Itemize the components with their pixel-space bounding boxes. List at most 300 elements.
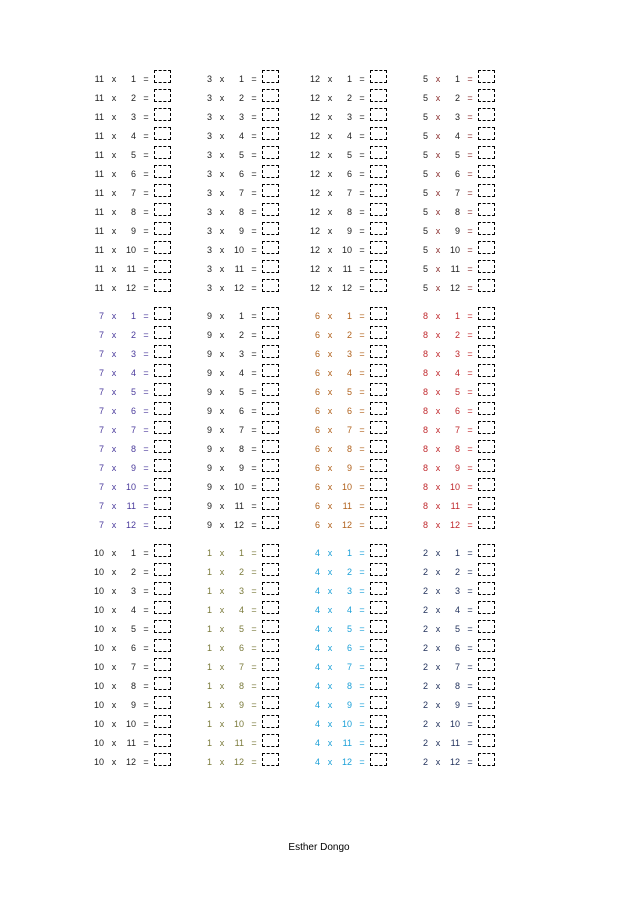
multiply-sign: x: [435, 482, 441, 492]
equation-row: [412, 544, 512, 563]
factor: 2: [422, 700, 428, 710]
answer-box[interactable]: [478, 478, 495, 491]
equals-sign: =: [251, 387, 257, 397]
answer-box[interactable]: [262, 345, 279, 358]
equation-row: [304, 241, 404, 260]
multiplier: 6: [346, 169, 352, 179]
answer-box[interactable]: [478, 734, 495, 747]
answer-box[interactable]: [370, 108, 387, 121]
equation-row: [88, 326, 188, 345]
equals-sign: =: [251, 548, 257, 558]
equals-sign: =: [359, 662, 365, 672]
equals-sign: =: [143, 74, 149, 84]
equation-row: [196, 279, 296, 298]
answer-box[interactable]: [154, 544, 171, 557]
answer-box[interactable]: [478, 440, 495, 453]
answer-box[interactable]: [154, 516, 171, 529]
multiply-sign: x: [219, 444, 225, 454]
equation-row: [304, 421, 404, 440]
equals-sign: =: [359, 681, 365, 691]
answer-box[interactable]: [478, 715, 495, 728]
answer-box[interactable]: [262, 383, 279, 396]
answer-box[interactable]: [478, 639, 495, 652]
answer-box[interactable]: [370, 89, 387, 102]
equals-sign: =: [467, 719, 473, 729]
multiply-sign: x: [111, 264, 117, 274]
times-table-8: [412, 307, 512, 535]
multiply-sign: x: [435, 757, 441, 767]
multiplier: 10: [233, 245, 244, 255]
answer-box[interactable]: [370, 184, 387, 197]
factor: 8: [422, 425, 428, 435]
equation-row: [196, 715, 296, 734]
answer-box[interactable]: [154, 715, 171, 728]
equals-sign: =: [143, 131, 149, 141]
factor: 12: [309, 131, 320, 141]
multiplier: 2: [238, 567, 244, 577]
factor: 2: [422, 757, 428, 767]
answer-box[interactable]: [154, 127, 171, 140]
answer-box[interactable]: [154, 478, 171, 491]
answer-box[interactable]: [370, 544, 387, 557]
multiply-sign: x: [219, 586, 225, 596]
equals-sign: =: [467, 548, 473, 558]
answer-box[interactable]: [478, 658, 495, 671]
equation-row: [196, 165, 296, 184]
answer-box[interactable]: [262, 421, 279, 434]
answer-box[interactable]: [262, 677, 279, 690]
multiply-sign: x: [435, 131, 441, 141]
answer-box[interactable]: [262, 165, 279, 178]
answer-box[interactable]: [262, 734, 279, 747]
answer-box[interactable]: [262, 696, 279, 709]
answer-box[interactable]: [478, 89, 495, 102]
equals-sign: =: [359, 207, 365, 217]
multiply-sign: x: [219, 700, 225, 710]
answer-box[interactable]: [154, 70, 171, 83]
answer-box[interactable]: [154, 734, 171, 747]
multiply-sign: x: [111, 567, 117, 577]
answer-box[interactable]: [154, 146, 171, 159]
factor: 9: [206, 406, 212, 416]
multiplier: 5: [346, 387, 352, 397]
answer-box[interactable]: [262, 658, 279, 671]
equation-row: [412, 421, 512, 440]
answer-box[interactable]: [154, 241, 171, 254]
multiplier: 9: [130, 226, 136, 236]
equation-row: [196, 639, 296, 658]
factor: 7: [98, 501, 104, 511]
answer-box[interactable]: [478, 241, 495, 254]
answer-box[interactable]: [370, 601, 387, 614]
answer-box[interactable]: [478, 677, 495, 690]
answer-box[interactable]: [478, 165, 495, 178]
answer-box[interactable]: [262, 544, 279, 557]
answer-box[interactable]: [262, 715, 279, 728]
factor: 6: [314, 368, 320, 378]
answer-box[interactable]: [262, 563, 279, 576]
answer-box[interactable]: [478, 753, 495, 766]
equals-sign: =: [143, 463, 149, 473]
answer-box[interactable]: [262, 279, 279, 292]
answer-box[interactable]: [370, 203, 387, 216]
answer-box[interactable]: [478, 421, 495, 434]
answer-box[interactable]: [154, 383, 171, 396]
answer-box[interactable]: [154, 165, 171, 178]
answer-box[interactable]: [154, 222, 171, 235]
answer-box[interactable]: [262, 203, 279, 216]
multiplier: 12: [125, 283, 136, 293]
answer-box[interactable]: [262, 146, 279, 159]
answer-box[interactable]: [478, 601, 495, 614]
answer-box[interactable]: [262, 89, 279, 102]
answer-box[interactable]: [262, 582, 279, 595]
equals-sign: =: [359, 283, 365, 293]
equation-row: [412, 203, 512, 222]
answer-box[interactable]: [154, 497, 171, 510]
answer-box[interactable]: [370, 383, 387, 396]
answer-box[interactable]: [154, 753, 171, 766]
author-name: Esther Dongo: [288, 842, 350, 853]
answer-box[interactable]: [262, 753, 279, 766]
factor: 9: [206, 330, 212, 340]
answer-box[interactable]: [370, 421, 387, 434]
multiplier: 1: [346, 74, 352, 84]
factor: 11: [94, 169, 104, 179]
multiply-sign: x: [219, 311, 225, 321]
multiplier: 3: [346, 349, 352, 359]
multiply-sign: x: [327, 482, 333, 492]
answer-box[interactable]: [478, 222, 495, 235]
answer-box[interactable]: [154, 440, 171, 453]
factor: 2: [422, 662, 428, 672]
multiplier: 3: [346, 586, 352, 596]
answer-box[interactable]: [154, 108, 171, 121]
answer-box[interactable]: [154, 402, 171, 415]
times-table-2: [412, 544, 512, 772]
multiplier: 7: [346, 662, 352, 672]
factor: 10: [93, 567, 104, 577]
answer-box[interactable]: [478, 127, 495, 140]
answer-box[interactable]: [370, 516, 387, 529]
factor: 5: [422, 226, 428, 236]
answer-box[interactable]: [370, 402, 387, 415]
answer-box[interactable]: [478, 307, 495, 320]
multiply-sign: x: [111, 387, 117, 397]
multiplier: 9: [454, 700, 460, 710]
answer-box[interactable]: [478, 516, 495, 529]
equals-sign: =: [251, 368, 257, 378]
answer-box[interactable]: [478, 146, 495, 159]
factor: 3: [206, 150, 212, 160]
multiplier: 6: [130, 406, 136, 416]
factor: 8: [422, 330, 428, 340]
multiply-sign: x: [435, 150, 441, 160]
answer-box[interactable]: [262, 601, 279, 614]
factor: 4: [314, 567, 320, 577]
answer-box[interactable]: [478, 696, 495, 709]
answer-box[interactable]: [370, 70, 387, 83]
equation-row: [88, 127, 188, 146]
answer-box[interactable]: [370, 563, 387, 576]
multiplier: 1: [238, 548, 244, 558]
answer-box[interactable]: [478, 326, 495, 339]
factor: 8: [422, 482, 428, 492]
multiply-sign: x: [435, 605, 441, 615]
equation-row: [304, 222, 404, 241]
answer-box[interactable]: [262, 307, 279, 320]
equals-sign: =: [251, 207, 257, 217]
answer-box[interactable]: [370, 364, 387, 377]
answer-box[interactable]: [154, 677, 171, 690]
multiply-sign: x: [435, 207, 441, 217]
answer-box[interactable]: [370, 260, 387, 273]
answer-box[interactable]: [262, 127, 279, 140]
multiply-sign: x: [111, 501, 117, 511]
factor: 10: [93, 700, 104, 710]
answer-box[interactable]: [370, 307, 387, 320]
factor: 1: [206, 643, 212, 653]
answer-box[interactable]: [262, 70, 279, 83]
answer-box[interactable]: [262, 440, 279, 453]
answer-box[interactable]: [478, 620, 495, 633]
factor: 7: [98, 349, 104, 359]
answer-box[interactable]: [370, 241, 387, 254]
answer-box[interactable]: [154, 421, 171, 434]
multiplier: 1: [238, 311, 244, 321]
answer-box[interactable]: [478, 203, 495, 216]
answer-box[interactable]: [154, 459, 171, 472]
factor: 1: [206, 681, 212, 691]
equals-sign: =: [143, 368, 149, 378]
answer-box[interactable]: [262, 478, 279, 491]
equation-row: [304, 753, 404, 772]
equation-row: [412, 478, 512, 497]
factor: 7: [98, 463, 104, 473]
equals-sign: =: [467, 188, 473, 198]
multiplier: 2: [238, 93, 244, 103]
factor: 5: [422, 207, 428, 217]
answer-box[interactable]: [370, 696, 387, 709]
answer-box[interactable]: [370, 620, 387, 633]
equation-row: [88, 279, 188, 298]
answer-box[interactable]: [478, 383, 495, 396]
multiply-sign: x: [435, 520, 441, 530]
answer-box[interactable]: [262, 222, 279, 235]
times-table-7: [88, 307, 188, 535]
answer-box[interactable]: [370, 440, 387, 453]
equation-row: [196, 89, 296, 108]
equals-sign: =: [251, 700, 257, 710]
answer-box[interactable]: [370, 165, 387, 178]
multiplier: 2: [346, 93, 352, 103]
multiplier: 10: [233, 719, 244, 729]
multiply-sign: x: [327, 643, 333, 653]
answer-box[interactable]: [370, 497, 387, 510]
answer-box[interactable]: [370, 459, 387, 472]
equation-row: [88, 563, 188, 582]
answer-box[interactable]: [370, 753, 387, 766]
equation-row: [196, 753, 296, 772]
multiply-sign: x: [111, 406, 117, 416]
answer-box[interactable]: [154, 563, 171, 576]
answer-box[interactable]: [262, 516, 279, 529]
equation-row: [196, 383, 296, 402]
equals-sign: =: [467, 520, 473, 530]
equals-sign: =: [467, 643, 473, 653]
answer-box[interactable]: [262, 260, 279, 273]
multiplier: 8: [454, 444, 460, 454]
answer-box[interactable]: [478, 582, 495, 595]
multiplier: 12: [449, 283, 460, 293]
answer-box[interactable]: [370, 478, 387, 491]
multiplier: 8: [238, 444, 244, 454]
answer-box[interactable]: [154, 307, 171, 320]
answer-box[interactable]: [154, 658, 171, 671]
answer-box[interactable]: [262, 241, 279, 254]
multiply-sign: x: [111, 520, 117, 530]
answer-box[interactable]: [370, 715, 387, 728]
answer-box[interactable]: [154, 364, 171, 377]
answer-box[interactable]: [154, 203, 171, 216]
equals-sign: =: [359, 387, 365, 397]
answer-box[interactable]: [262, 497, 279, 510]
equals-sign: =: [143, 501, 149, 511]
answer-box[interactable]: [478, 184, 495, 197]
answer-box[interactable]: [478, 260, 495, 273]
answer-box[interactable]: [154, 326, 171, 339]
answer-box[interactable]: [154, 184, 171, 197]
equation-row: [88, 108, 188, 127]
equation-row: [304, 165, 404, 184]
equals-sign: =: [143, 586, 149, 596]
equation-row: [196, 734, 296, 753]
answer-box[interactable]: [478, 70, 495, 83]
equation-row: [304, 108, 404, 127]
equals-sign: =: [251, 681, 257, 691]
factor: 6: [314, 349, 320, 359]
equation-row: [304, 715, 404, 734]
factor: 4: [314, 586, 320, 596]
multiplier: 2: [346, 330, 352, 340]
multiply-sign: x: [435, 93, 441, 103]
answer-box[interactable]: [262, 184, 279, 197]
answer-box[interactable]: [154, 89, 171, 102]
multiply-sign: x: [327, 169, 333, 179]
equals-sign: =: [251, 245, 257, 255]
factor: 9: [206, 349, 212, 359]
answer-box[interactable]: [262, 364, 279, 377]
answer-box[interactable]: [370, 222, 387, 235]
answer-box[interactable]: [370, 639, 387, 652]
answer-box[interactable]: [370, 345, 387, 358]
multiplier: 9: [130, 463, 136, 473]
answer-box[interactable]: [478, 544, 495, 557]
multiplier: 6: [454, 406, 460, 416]
multiplier: 7: [454, 425, 460, 435]
answer-box[interactable]: [478, 459, 495, 472]
equals-sign: =: [143, 283, 149, 293]
answer-box[interactable]: [370, 279, 387, 292]
factor: 6: [314, 463, 320, 473]
multiply-sign: x: [435, 444, 441, 454]
equation-row: [412, 222, 512, 241]
multiply-sign: x: [219, 605, 225, 615]
answer-box[interactable]: [154, 639, 171, 652]
answer-box[interactable]: [478, 364, 495, 377]
times-table-10: [88, 544, 188, 772]
multiply-sign: x: [111, 283, 117, 293]
multiplier: 8: [238, 681, 244, 691]
multiply-sign: x: [435, 245, 441, 255]
factor: 6: [314, 520, 320, 530]
answer-box[interactable]: [478, 345, 495, 358]
multiply-sign: x: [219, 738, 225, 748]
multiplier: 7: [130, 662, 136, 672]
times-table-4: [304, 544, 404, 772]
answer-box[interactable]: [154, 345, 171, 358]
answer-box[interactable]: [478, 279, 495, 292]
answer-box[interactable]: [370, 146, 387, 159]
factor: 8: [422, 311, 428, 321]
multiply-sign: x: [327, 425, 333, 435]
factor: 9: [206, 387, 212, 397]
equals-sign: =: [359, 719, 365, 729]
times-table-3: [196, 70, 296, 298]
equation-row: [88, 544, 188, 563]
equation-row: [196, 222, 296, 241]
answer-box[interactable]: [154, 582, 171, 595]
times-table-6: [304, 307, 404, 535]
equation-row: [88, 478, 188, 497]
factor: 8: [422, 368, 428, 378]
equation-row: [412, 279, 512, 298]
answer-box[interactable]: [478, 497, 495, 510]
answer-box[interactable]: [262, 459, 279, 472]
answer-box[interactable]: [370, 677, 387, 690]
equation-row: [88, 601, 188, 620]
multiplier: 11: [450, 738, 460, 748]
equation-row: [412, 459, 512, 478]
answer-box[interactable]: [370, 658, 387, 671]
answer-box[interactable]: [262, 326, 279, 339]
answer-box[interactable]: [262, 620, 279, 633]
answer-box[interactable]: [478, 563, 495, 576]
multiply-sign: x: [435, 387, 441, 397]
multiplier: 3: [238, 349, 244, 359]
equals-sign: =: [467, 74, 473, 84]
multiply-sign: x: [435, 681, 441, 691]
answer-box[interactable]: [262, 639, 279, 652]
equation-row: [88, 734, 188, 753]
answer-box[interactable]: [262, 108, 279, 121]
answer-box[interactable]: [370, 734, 387, 747]
factor: 12: [309, 264, 320, 274]
answer-box[interactable]: [154, 279, 171, 292]
factor: 12: [309, 283, 320, 293]
answer-box[interactable]: [478, 108, 495, 121]
answer-box[interactable]: [262, 402, 279, 415]
answer-box[interactable]: [154, 696, 171, 709]
answer-box[interactable]: [370, 127, 387, 140]
answer-box[interactable]: [154, 601, 171, 614]
answer-box[interactable]: [370, 582, 387, 595]
answer-box[interactable]: [154, 260, 171, 273]
multiplier: 10: [125, 245, 136, 255]
answer-box[interactable]: [478, 402, 495, 415]
answer-box[interactable]: [154, 620, 171, 633]
answer-box[interactable]: [370, 326, 387, 339]
